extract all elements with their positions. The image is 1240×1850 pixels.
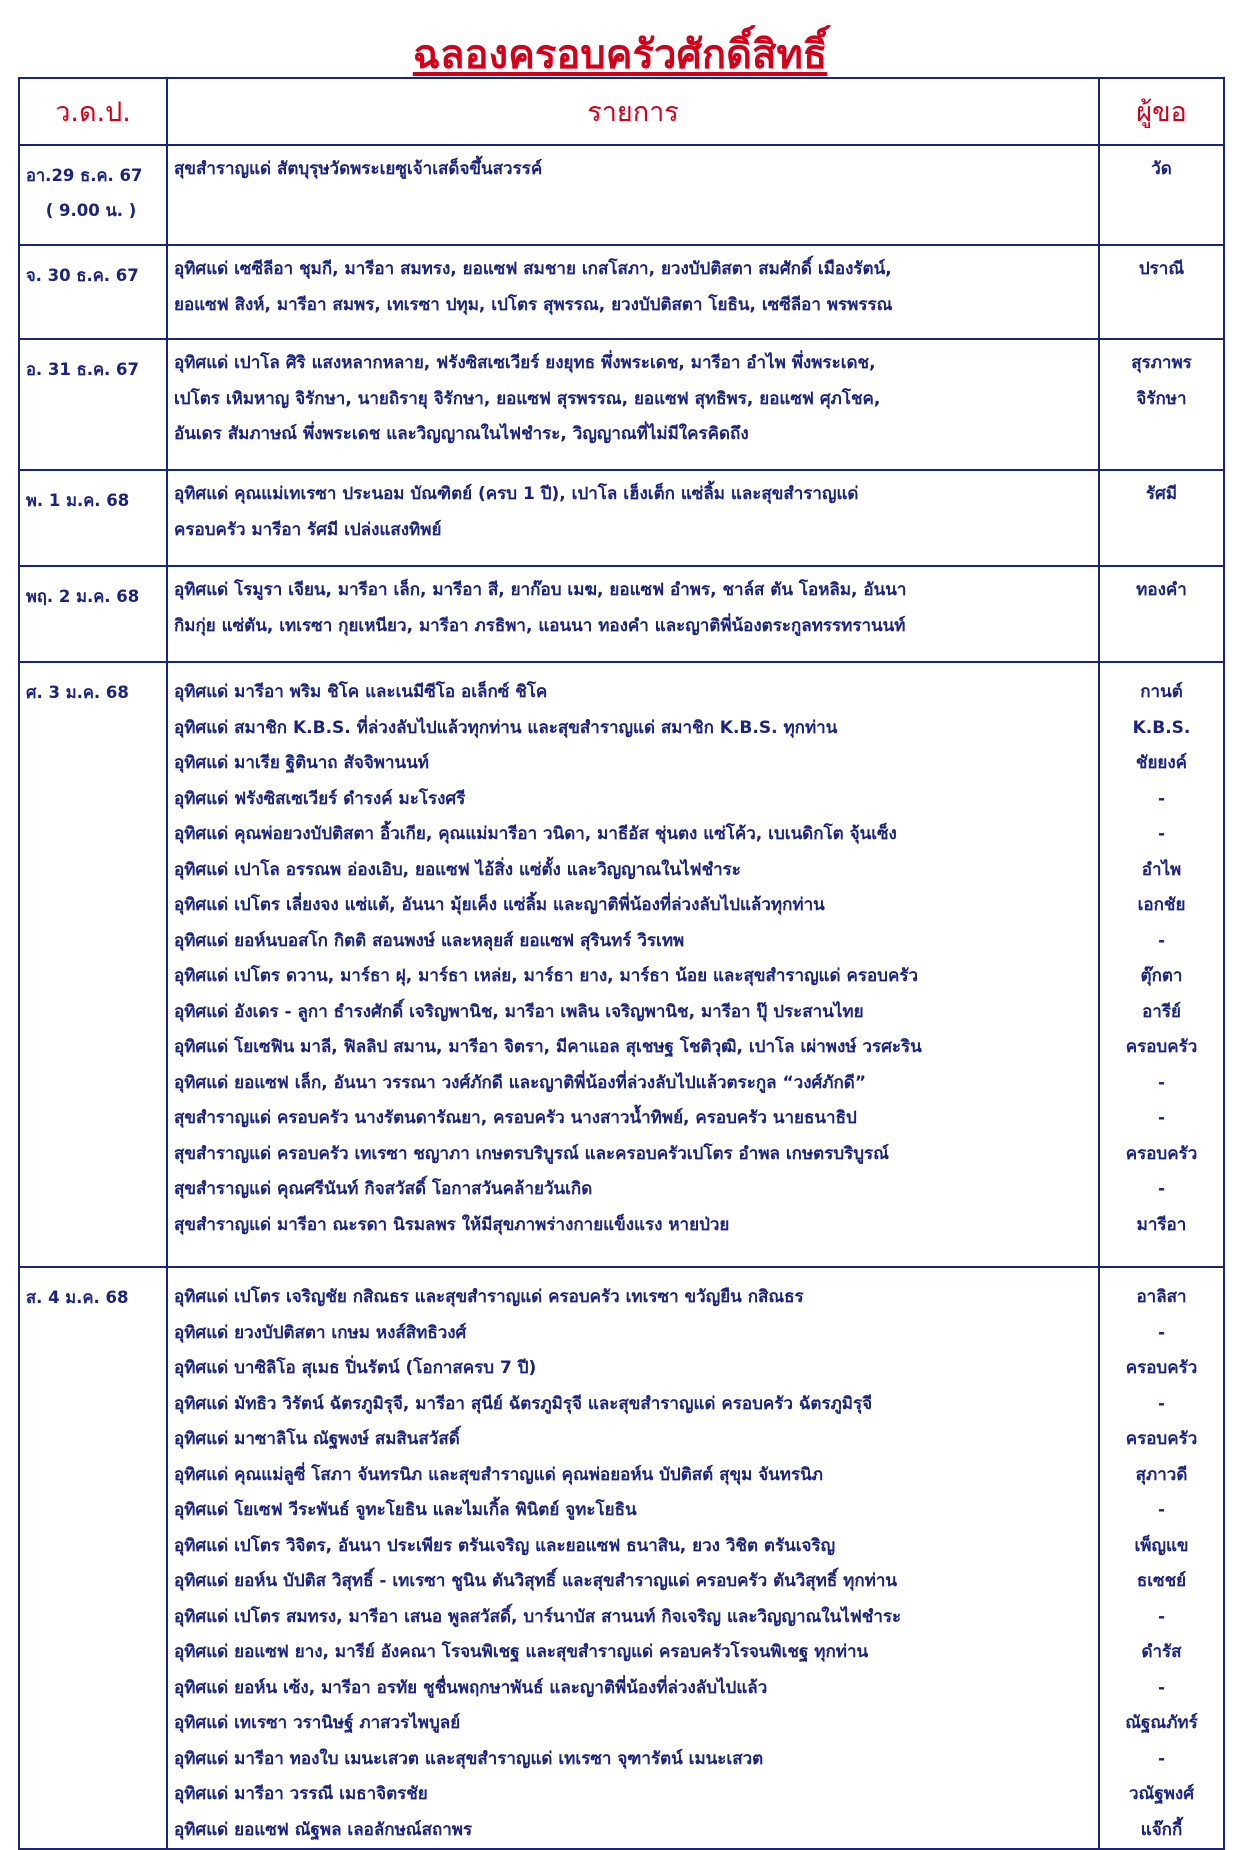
item-line: อุทิศแด่ เทเรซา วรานิษฐ์ ภาสวรไพบูลย์ (174, 1713, 461, 1733)
header-date: ว.ด.ป. (19, 78, 167, 145)
table-body (19, 145, 1224, 1849)
requester-name: สุรภาพร (1131, 353, 1192, 373)
item-line: เปโตร เหิมหาญ จิรักษา, นายถิรายุ จิรักษา, ยอแซฟ สุรพรรณ, ยอแซฟ สุทธิพร, ยอแซฟ ศุภโชค, (174, 388, 881, 409)
date-text: ส. 4 ม.ค. 68 (26, 1288, 129, 1307)
date-cell (19, 662, 167, 1267)
requester-name: ครอบครัว (1125, 1037, 1198, 1057)
table-row (19, 245, 1224, 339)
requester-name: แจ๊กกี้ (1140, 1819, 1183, 1840)
item-line: อุทิศแด่ ยอห์น บัปติส วิสุทธิ์ - เทเรซา ชูนิน ตันวิสุทธิ์ และสุขสำราญแด่ ครอบครัว ตันวิสุทธิ์ ทุกท่าน (174, 1571, 898, 1591)
item-line: อุทิศแด่ ยอห์นบอสโก กิตติ สอนพงษ์ และหลุยส์ ยอแซฟ สุรินทร์ วิรเทพ (174, 930, 685, 951)
item-line: สุขสำราญแด่ มารีอา ณะรดา นิรมลพร ให้มีสุขภาพร่างกายแข็งแรง หายป่วย (174, 1214, 730, 1235)
requester-name: อาลิสา (1136, 1287, 1187, 1307)
requester-name: - (1157, 1322, 1166, 1343)
requester-cell (1099, 566, 1224, 662)
item-line: สุขสำราญแด่ สัตบุรุษวัดพระเยซูเจ้าเสด็จขึ้นสวรรค์ (174, 159, 543, 179)
requester-name: ปราณี (1138, 259, 1185, 279)
table-row (19, 662, 1224, 1267)
requester-name: สุภาวดี (1135, 1464, 1188, 1485)
requester-name: K.B.S. (1132, 717, 1191, 738)
item-line: อุทิศแด่ ยอแซฟ ณัฐพล เลอลักษณ์สถาพร (174, 1819, 473, 1840)
item-line: อุทิศแด่ ยวงบัปติสตา เกษม หงส์สิทธิวงศ์ (174, 1322, 467, 1343)
date-text: พฤ. 2 ม.ค. 68 (26, 587, 140, 606)
item-line: กิมกุ่ย แซ่ตัน, เทเรซา กุยเหนียว, มารีอา ภรธิพา, แอนนา ทองคำ และญาติพี่น้องตระกูลทรรทรานนท์ (174, 615, 906, 636)
date-cell (19, 566, 167, 662)
requester-cell (1099, 470, 1224, 566)
item-line: สุขสำราญแด่ คุณศรีนันท์ กิจสวัสดิ์ โอกาสวันคล้ายวันเกิด (174, 1179, 593, 1199)
table-row (19, 1267, 1224, 1849)
requester-name: - (1157, 1072, 1166, 1093)
requester-name: - (1157, 1606, 1166, 1627)
items-cell (167, 339, 1099, 470)
item-line: อุทิศแด่ เปโตร วิจิตร, อันนา ประเพียร ตรันเจริญ และยอแซฟ ธนาสิน, ยวง วิชิต ตรันเจริญ (174, 1535, 836, 1556)
requester-name: ทองคำ (1136, 580, 1187, 600)
item-line: อุทิศแด่ มารีอา วรรณี เมธาจิตรชัย (174, 1784, 428, 1804)
requester-name: เพ็ญแข (1134, 1535, 1189, 1556)
requester-name: - (1157, 1179, 1166, 1199)
requester-name: วณัฐพงศ์ (1129, 1784, 1194, 1804)
date-text: ศ. 3 ม.ค. 68 (26, 683, 129, 702)
item-line: อุทิศแด่ มารีอา พริม ชิโค และเนมีซีโอ อเล็กซ์ ชิโค (174, 682, 548, 702)
item-line: ครอบครัว มารีอา รัศมี เปล่งแสงทิพย์ (174, 519, 442, 540)
item-line: อุทิศแด่ คุณแม่ลูซี่ โสภา จันทรนิภ และสุขสำราญแด่ คุณพ่อยอห์น บัปติสต์ สุขุม จันทรนิภ (174, 1464, 823, 1485)
requester-name: - (1157, 788, 1166, 809)
item-line: อุทิศแด่ โยเซฟิน มาลี, ฟิลลิป สมาน, มารีอา จิตรา, มีคาแอล สุเชษฐ โชติวุฒิ, เปาโล เผ่าพงษ์ วรศะริน (174, 1037, 922, 1057)
requester-name: รัศมี (1145, 484, 1178, 504)
date-cell (19, 339, 167, 470)
requester-cell (1099, 1267, 1224, 1849)
requester-name: ดำรัส (1141, 1642, 1182, 1662)
requester-name: - (1157, 1677, 1166, 1698)
item-line: อุทิศแด่ โยเซฟ วีระพันธ์ จูทะโยธิน และไมเกิ้ล พินิตย์ จูทะโยธิน (174, 1500, 637, 1520)
item-line: อุทิศแด่ มาซาลิโน ณัฐพงษ์ สมสินสวัสดิ์ (174, 1429, 460, 1449)
date-text: อ. 31 ธ.ค. 67 (26, 360, 139, 379)
item-line: อุทิศแด่ ฟรังซิสเซเวียร์ ดำรงค์ มะโรงศรี (174, 788, 466, 809)
table-row (19, 145, 1224, 245)
item-line: อุทิศแด่ อังเดร - ลูกา ธำรงศักดิ์ เจริญพานิช, มารีอา เพลิน เจริญพานิช, มารีอา ปุ๊ ประสานไทย (174, 1001, 864, 1022)
requester-name: - (1157, 930, 1166, 951)
schedule-table (18, 77, 1225, 1850)
item-line: อุทิศแด่ สมาชิก K.B.S. ที่ล่วงลับไปแล้วทุกท่าน และสุขสำราญแด่ สมาชิก K.B.S. ทุกท่าน (174, 717, 838, 738)
requester-cell (1099, 339, 1224, 470)
requester-name: ธเซชย์ (1136, 1571, 1187, 1591)
date-text: พ. 1 ม.ค. 68 (26, 491, 130, 510)
requester-name: กานต์ (1140, 682, 1183, 702)
item-line: อุทิศแด่ มารีอา ทองใบ เมนะเสวต และสุขสำราญแด่ เทเรซา จุฑารัตน์ เมนะเสวต (174, 1748, 764, 1769)
items-cell (167, 145, 1099, 245)
item-line: อุทิศแด่ บาซิลิโอ สุเมธ ปิ่นรัตน์ (โอกาสครบ 7 ปี) (174, 1358, 537, 1378)
page-title: ฉลองครอบครัวศักดิ์สิทธิ์ (412, 32, 828, 78)
requester-name: มารีอา (1136, 1214, 1187, 1235)
item-line: อุทิศแด่ เปโตร ดวาน, มาร์ธา ฝุ, มาร์ธา เหล่ย, มาร์ธา ยาง, มาร์ธา น้อย และสุขสำราญแด่ ครอบครัว (174, 966, 919, 986)
item-line: อุทิศแด่ คุณพ่อยวงบัปติสตา อิ้วเกีย, คุณแม่มารีอา วนิดา, มาธีอัส ชุ่นตง แซ่โค้ว, เบเนดิกโต จุ้นเซ็ง (174, 824, 897, 844)
requester-name: ณัฐณภัทร์ (1125, 1713, 1198, 1733)
item-line: อุทิศแด่ เปโตร เลี่ยงจง แซ่แต้, อันนา มุ้ยเค็ง แซ่ลิ้ม และญาติพี่น้องที่ล่วงลับไปแล้วทุกท่าน (174, 895, 825, 915)
items-cell (167, 1267, 1099, 1849)
time-text: ( 9.00 น. ) (45, 201, 137, 220)
item-line: ยอแซฟ สิงห์, มารีอา สมพร, เทเรซา ปทุม, เปโตร สุพรรณ, ยวงบัปติสตา โยธิน, เซซีลีอา พรพรรณ (174, 294, 893, 315)
requester-name: จิรักษา (1136, 388, 1187, 409)
item-line: อุทิศแด่ ยอห์น เซ้ง, มารีอา อรทัย ชูชื่นพฤกษาพันธ์ และญาติพี่น้องที่ล่วงลับไปแล้ว (174, 1677, 768, 1698)
requester-name: ชัยยงค์ (1135, 753, 1188, 773)
requester-name: - (1157, 824, 1166, 844)
item-line: อุทิศแด่ เปาโล ศิริ แสงหลากหลาย, ฟรังซิสเซเวียร์ ยงยุทธ พึ่งพระเดช, มารีอา อำไพ พึ่งพระเดช, (174, 353, 876, 373)
table-row (19, 566, 1224, 662)
table-row (19, 339, 1224, 470)
requester-name: อารีย์ (1142, 1001, 1181, 1022)
date-cell (19, 245, 167, 339)
table-header-row (19, 78, 1224, 145)
items-cell (167, 245, 1099, 339)
requester-name: ครอบครัว (1125, 1429, 1198, 1449)
requester-name: ตุ๊กตา (1140, 966, 1183, 986)
requester-name: ครอบครัว (1125, 1143, 1198, 1164)
items-cell (167, 470, 1099, 566)
item-line: อันเดร สัมภาษณ์ พึ่งพระเดช และวิญญาณในไฟชำระ, วิญญาณที่ไม่มีใครคิดถึง (174, 424, 749, 444)
requester-name: ครอบครัว (1125, 1358, 1198, 1378)
item-line: อุทิศแด่ เปโตร เจริญชัย กสิณธร และสุขสำราญแด่ ครอบครัว เทเรซา ขวัญยืน กสิณธร (174, 1287, 804, 1307)
item-line: อุทิศแด่ เปาโล อรรณพ อ่องเอิบ, ยอแซฟ ไอ้สิ่ง แซ่ตั้ง และวิญญาณในไฟชำระ (174, 859, 741, 880)
date-cell (19, 470, 167, 566)
item-line: อุทิศแด่ เปโตร สมทรง, มารีอา เสนอ พูลสวัสดิ์, บาร์นาบัส สานนท์ กิจเจริญ และวิญญาณในไฟชำระ (174, 1606, 902, 1627)
item-line: สุขสำราญแด่ ครอบครัว นางรัตนดารัณยา, ครอบครัว นางสาวน้ำทิพย์, ครอบครัว นายธนาธิป (174, 1108, 857, 1128)
item-line: อุทิศแด่ ยอแซฟ เล็ก, อันนา วรรณา วงศ์ภักดี และญาติพี่น้องที่ล่วงลับไปแล้วตระกูล “วงศ์ภักดี” (174, 1072, 867, 1093)
item-line: อุทิศแด่ มัทธิว วิรัตน์ ฉัตรภูมิรุจี, มารีอา สุนีย์ ฉัตรภูมิรุจี และสุขสำราญแด่ ครอบครัว ฉัตรภูมิรุจี (174, 1393, 873, 1414)
item-line: อุทิศแด่ คุณแม่เทเรซา ประนอม บัณฑิตย์ (ครบ 1 ปี), เปาโล เฮ็งเต็ก แซ่ลิ้ม และสุขสำราญแด่ (174, 484, 859, 504)
item-line: อุทิศแด่ มาเรีย ฐิตินาถ สัจจิพานนท์ (174, 753, 429, 773)
date-text: อา.29 ธ.ค. 67 (26, 166, 143, 185)
requester-name: - (1157, 1500, 1166, 1520)
item-line: อุทิศแด่ เซซีลีอา ชุมกี, มารีอา สมทรง, ยอแซฟ สมชาย เกสโสภา, ยวงบัปติสตา สมศักดิ์ เมืองรัตน์, (174, 259, 892, 279)
requester-name: เอกชัย (1137, 895, 1186, 915)
header-requester: ผู้ขอ (1099, 78, 1224, 145)
requester-name: วัด (1151, 159, 1172, 179)
requester-cell (1099, 662, 1224, 1267)
requester-name: - (1157, 1108, 1166, 1128)
requester-name: อำไพ (1141, 859, 1182, 880)
items-cell (167, 662, 1099, 1267)
date-text: จ. 30 ธ.ค. 67 (26, 266, 139, 285)
item-line: สุขสำราญแด่ ครอบครัว เทเรซา ชญาภา เกษตรบริบูรณ์ และครอบครัวเปโตร อำพล เกษตรบริบูรณ์ (174, 1143, 889, 1164)
table-row (19, 470, 1224, 566)
requester-name: - (1157, 1748, 1166, 1769)
item-line: อุทิศแด่ โรมูรา เจียน, มารีอา เล็ก, มารีอา สี, ยาก๊อบ เมฆ, ยอแซฟ อำพร, ชาล์ส ตัน โอหลิม, อันนา (174, 580, 907, 600)
requester-name: - (1157, 1393, 1166, 1414)
requester-cell (1099, 145, 1224, 245)
requester-cell (1099, 245, 1224, 339)
header-items: รายการ (167, 78, 1099, 145)
date-cell (19, 145, 167, 245)
item-line: อุทิศแด่ ยอแซฟ ยาง, มารีย์ อังคณา โรจนพิเชฐ และสุขสำราญแด่ ครอบครัวโรจนพิเชฐ ทุกท่าน (174, 1642, 869, 1662)
date-cell (19, 1267, 167, 1849)
items-cell (167, 566, 1099, 662)
